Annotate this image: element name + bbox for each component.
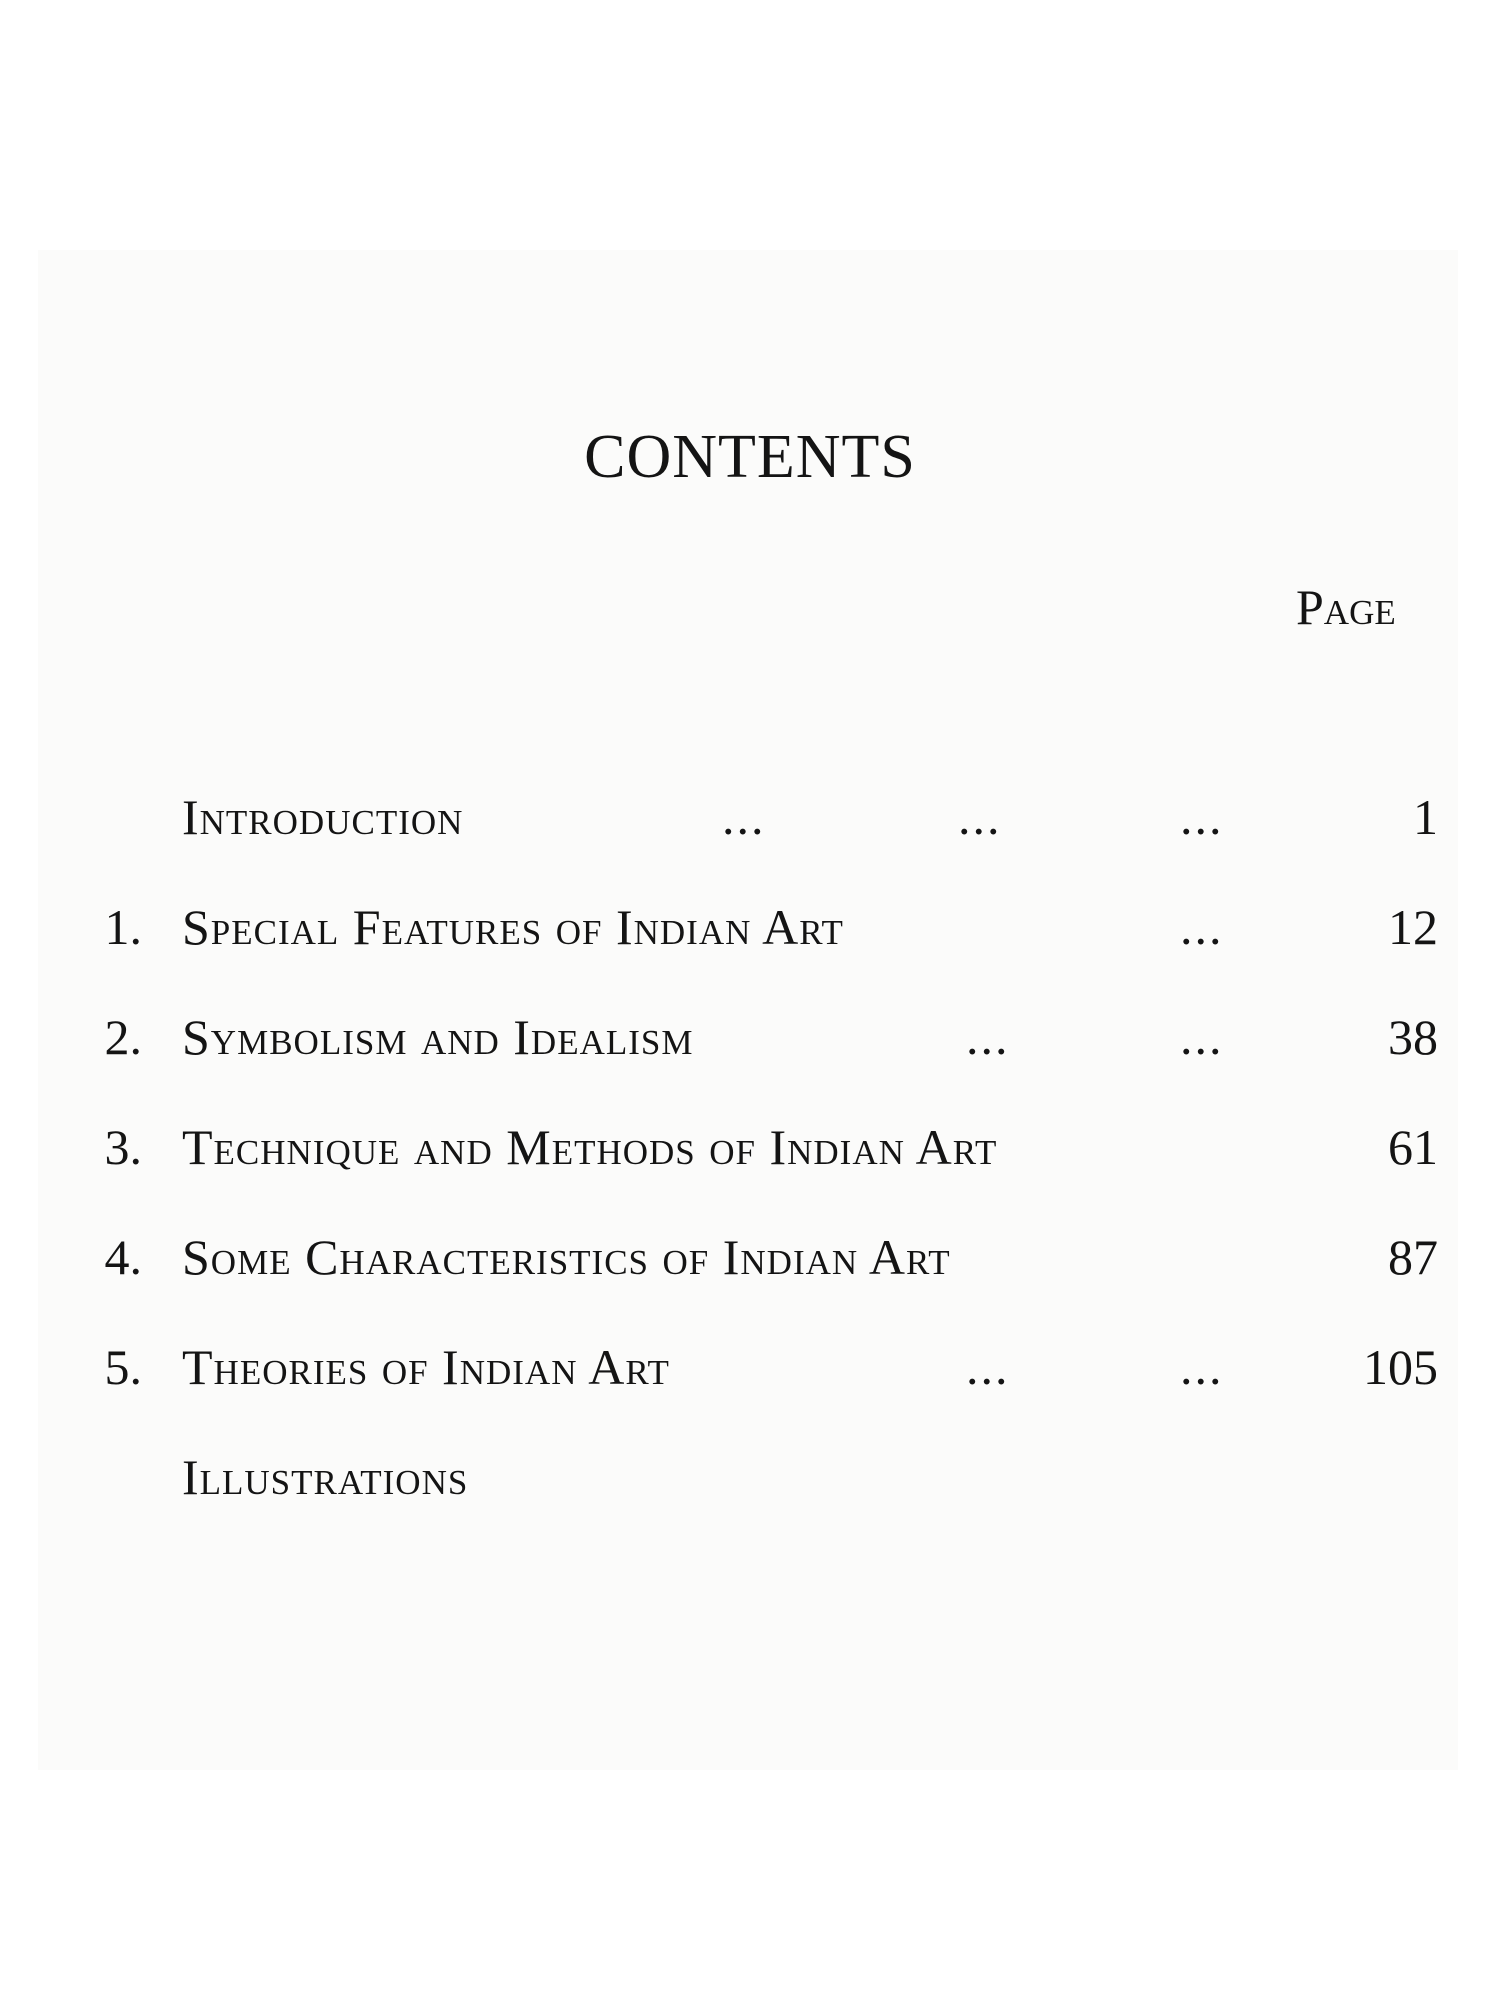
toc-entry-page: 61 <box>1388 1119 1438 1175</box>
toc-leader: ... <box>958 789 1002 845</box>
toc-entry-page: 1 <box>1413 789 1438 845</box>
toc-entry-chapter-4[interactable] <box>0 1222 1500 1292</box>
toc-entry-illustrations[interactable] <box>0 1442 1500 1512</box>
page-title: CONTENTS <box>584 423 916 491</box>
toc-entry-title: Some Characteristics of Indian Art <box>182 1229 951 1285</box>
page-column-heading: Page <box>1296 579 1396 635</box>
toc-leader: ... <box>722 789 766 845</box>
toc-entry-chapter-1[interactable] <box>0 892 1500 962</box>
toc-entry-number: 4. <box>104 1229 142 1285</box>
toc-entry-page: 87 <box>1388 1229 1438 1285</box>
toc-entry-introduction[interactable] <box>0 782 1500 852</box>
toc-leader: ... <box>966 1009 1010 1065</box>
toc-leader: ... <box>1180 1009 1224 1065</box>
toc-entry-title: Symbolism and Idealism <box>182 1009 694 1065</box>
toc-entry-chapter-5[interactable] <box>0 1332 1500 1402</box>
toc-leader: ... <box>1180 899 1224 955</box>
toc-entry-page: 38 <box>1388 1009 1438 1065</box>
toc-entry-chapter-3[interactable] <box>0 1112 1500 1182</box>
toc-leader: ... <box>1180 789 1224 845</box>
toc-entry-number: 3. <box>104 1119 142 1175</box>
toc-entry-number: 2. <box>104 1009 142 1065</box>
toc-entry-title: Special Features of Indian Art <box>182 899 844 955</box>
toc-entry-title: Theories of Indian Art <box>182 1339 670 1395</box>
toc-entry-number: 1. <box>104 899 142 955</box>
toc-entry-title: Illustrations <box>182 1449 469 1505</box>
toc-entry-number: 5. <box>104 1339 142 1395</box>
toc-entry-page: 12 <box>1388 899 1438 955</box>
toc-entry-title: Introduction <box>182 789 464 845</box>
toc-entry-chapter-2[interactable] <box>0 1002 1500 1072</box>
toc-leader: ... <box>966 1339 1010 1395</box>
toc-leader: ... <box>1180 1339 1224 1395</box>
toc-entry-page: 105 <box>1363 1339 1438 1395</box>
toc-entry-title: Technique and Methods of Indian Art <box>182 1119 998 1175</box>
